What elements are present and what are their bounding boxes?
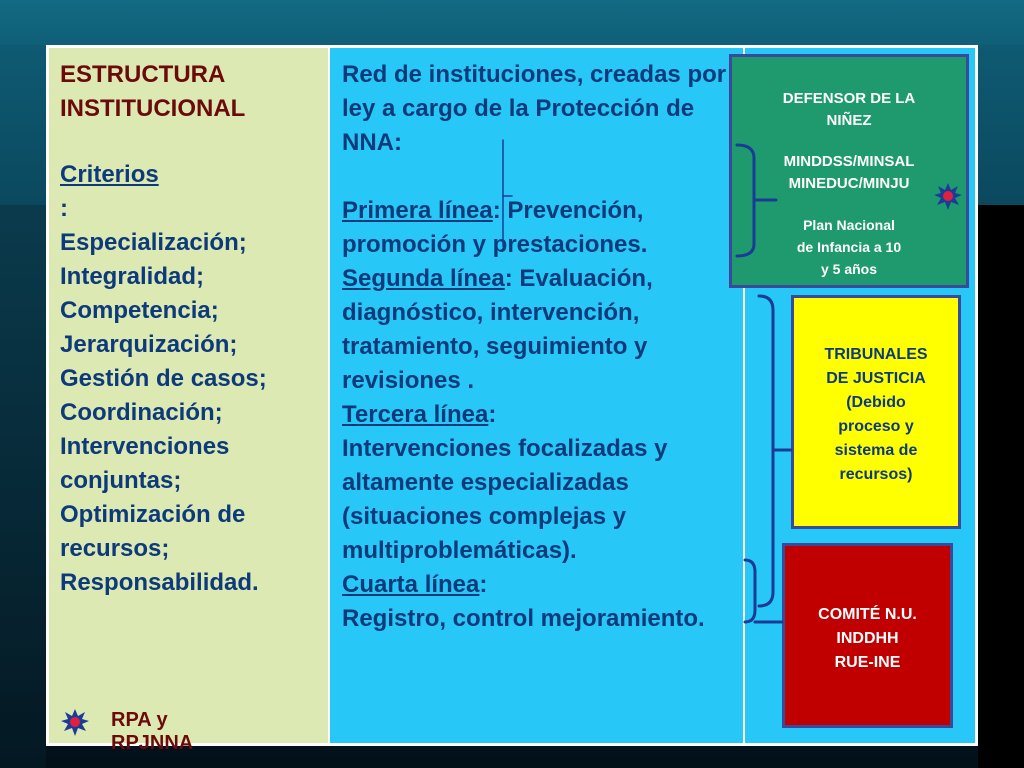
criteria-list — [60, 226, 325, 600]
box-text: sistema de — [834, 442, 918, 459]
line-label: Cuarta línea — [342, 571, 480, 598]
criteria-item: Gestión de casos; — [60, 365, 267, 392]
network-intro: Red de instituciones, creadas por ley a cargo de la Protección de NNA: — [342, 61, 727, 156]
line-text: Registro, control mejoramiento. — [342, 605, 705, 632]
box-text: de Infancia a 10 — [796, 239, 902, 255]
box-text: TRIBUNALES — [824, 346, 928, 363]
criteria-item: Integralidad; — [60, 263, 205, 290]
line-text: : Evaluación, diagnóstico, intervención, tratamiento, seguimiento y revisiones . — [342, 265, 653, 394]
box-text: y 5 años — [820, 261, 878, 277]
criteria-item: conjuntas; — [60, 467, 182, 494]
line-label: Segunda línea — [342, 265, 505, 292]
box-text: DEFENSOR DE LA — [782, 90, 916, 107]
criteria-item: Competencia; — [60, 297, 219, 324]
line-text: Intervenciones focalizadas y altamente especializadas (situaciones complejas y multiproblemáticas). — [342, 435, 668, 564]
box-text: recursos) — [839, 466, 913, 483]
box-text: MINDDSS/MINSAL — [783, 153, 915, 170]
criteria-item: recursos; — [60, 535, 170, 562]
network-line-3 — [342, 398, 738, 432]
footer-label: RPA y RPJNNA — [111, 709, 194, 754]
line-colon: : — [479, 571, 488, 598]
comite-box — [782, 543, 953, 728]
network-line-2 — [342, 262, 738, 398]
box-text: (Debido — [846, 394, 906, 411]
box-text: MINEDUC/MINJU — [788, 175, 910, 192]
section-title — [60, 58, 322, 126]
line-colon: : — [488, 401, 497, 428]
box-text: INDDHH — [836, 630, 899, 647]
criteria-item: Jerarquización; — [60, 331, 238, 358]
title-line: INSTITUCIONAL — [60, 95, 246, 122]
box-text: proceso y — [838, 418, 914, 435]
star-burst-icon — [933, 182, 963, 212]
line-label: Primera línea — [342, 197, 493, 224]
line-text: : Prevención, promoción y prestaciones. — [342, 197, 648, 258]
network-line-4 — [342, 568, 738, 602]
line-label: Tercera línea — [342, 401, 489, 428]
box-text: DE JUSTICIA — [826, 370, 926, 387]
background-band — [0, 0, 1024, 45]
criteria-item: Especialización; — [60, 229, 247, 256]
criterios-label: Criterios — [60, 161, 159, 188]
criterios-heading — [60, 158, 159, 226]
tribunales-box — [791, 295, 961, 529]
criteria-item: Optimización de — [60, 501, 246, 528]
box-text: Plan Nacional — [803, 217, 895, 233]
criteria-item: Intervenciones — [60, 433, 230, 460]
network-line-1 — [342, 194, 738, 262]
defensor-box — [729, 54, 969, 288]
box-text: RUE-INE — [834, 654, 901, 671]
box-text: NIÑEZ — [826, 112, 872, 129]
title-line: ESTRUCTURA — [60, 61, 226, 88]
criteria-item: Responsabilidad. — [60, 569, 259, 596]
background-left-panel — [0, 205, 46, 768]
star-burst-icon — [60, 708, 90, 738]
network-description — [342, 58, 738, 636]
criteria-item: Coordinación; — [60, 399, 223, 426]
box-text: COMITÉ N.U. — [818, 606, 917, 623]
criterios-colon: : — [60, 195, 68, 222]
background-right-panel — [978, 205, 1024, 768]
